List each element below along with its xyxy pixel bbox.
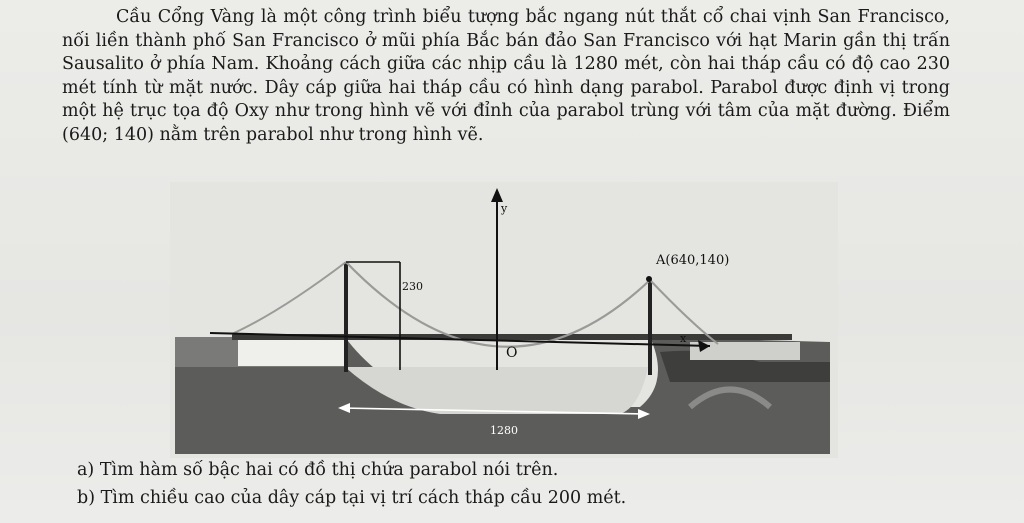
left-tower xyxy=(344,262,348,372)
left-approach xyxy=(238,340,348,366)
problem-intro-text: Cầu Cổng Vàng là một công trình biểu tượng bắc ngang nút thắt cổ chai vịnh San Francisco, nối liền thành phố San Francisco ở mũi phía Bắc bán đảo San Francisco với hạt Marin gần thị trấn Sausalito ở phía Nam. Khoảng cách giữa các nhịp cầu là 1280 mét, còn hai tháp cầu có độ cao 230 mét tính từ mặt nước. Dây cáp giữa hai tháp cầu có hình dạng parabol. Parabol được định vị trong một hệ trục tọa độ Oxy như trong hình vẽ với đỉnh của parabol trùng với tâm của mặt đường. Điểm (640; 140) nằm trên parabol như trong hình vẽ. xyxy=(62,7,950,145)
question-b: b) Tìm chiều cao của dây cáp tại vị trí cách tháp cầu 200 mét. xyxy=(77,488,627,508)
problem-statement xyxy=(62,6,950,147)
bridge-diagram xyxy=(170,182,838,458)
question-a: a) Tìm hàm số bậc hai có đồ thị chứa parabol nói trên. xyxy=(77,460,559,480)
point-a xyxy=(646,276,652,282)
x-axis-label: x xyxy=(680,332,687,345)
right-tower xyxy=(648,280,652,375)
span-label: 1280 xyxy=(490,424,518,437)
y-axis-label: y xyxy=(501,202,508,215)
point-a-label: A(640,140) xyxy=(656,253,730,268)
bridge-figure xyxy=(170,182,838,458)
origin-label: O xyxy=(506,345,518,361)
tower-height-label: 230 xyxy=(402,280,423,293)
